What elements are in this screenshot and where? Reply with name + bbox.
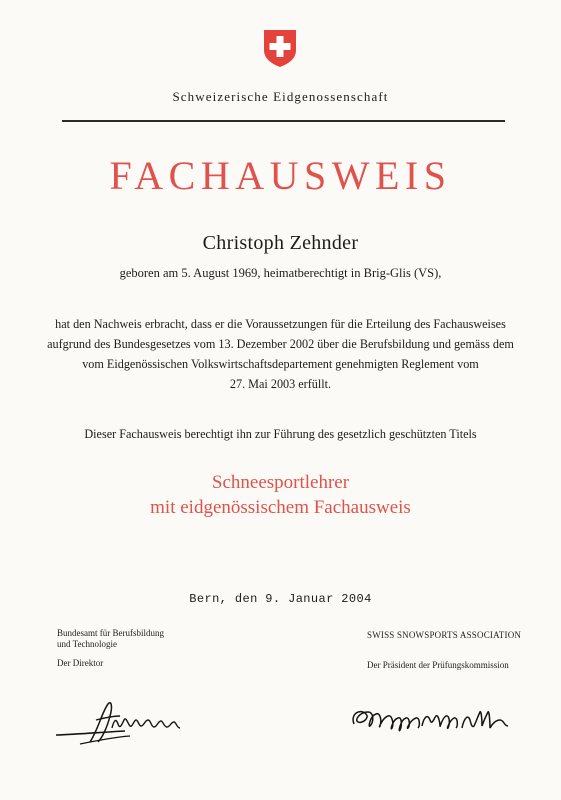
awarded-title-line: mit eidgenössischem Fachausweis	[150, 497, 411, 518]
statement-line: hat den Nachweis erbracht, dass er die Voraussetzungen für die Erteilung des Fachausweises	[55, 317, 506, 331]
statement-line: vom Eidgenössischen Volkswirtschaftsdepartement genehmigten Reglement vom	[82, 357, 479, 371]
statement-line: aufgrund des Bundesgesetzes vom 13. Dezember 2002 über die Berufsbildung und gemäss dem	[47, 337, 514, 351]
confederation-label: Schweizerische Eidgenossenschaft	[172, 89, 389, 104]
org-line: Bundesamt für Berufsbildung	[57, 628, 164, 638]
right-signatory-role: Der Präsident der Prüfungskommission	[367, 660, 509, 670]
statement-line: 27. Mai 2003 erfüllt.	[229, 377, 332, 391]
awarded-title-line: Schneesportlehrer	[211, 472, 350, 493]
left-signatory-role: Der Direktor	[57, 658, 104, 668]
swiss-cross-shield-icon	[262, 28, 298, 68]
org-line: und Technologie	[57, 639, 117, 649]
director-signature	[50, 690, 240, 750]
holder-name: Christoph Zehnder	[202, 232, 359, 254]
president-signature	[340, 690, 530, 750]
right-signatory-organization: SWISS SNOWSPORTS ASSOCIATION	[367, 630, 522, 640]
statement-paragraph	[0, 314, 561, 394]
place-date: Bern, den 9. Januar 2004	[189, 592, 372, 606]
document-title: FACHAUSWEIS	[109, 153, 452, 198]
left-signatory-organization	[57, 628, 164, 650]
awarded-title	[0, 470, 561, 520]
header-divider	[62, 120, 505, 122]
entitlement-line: Dieser Fachausweis berechtigt ihn zur Führung des gesetzlich geschützten Titels	[84, 427, 477, 441]
birth-line: geboren am 5. August 1969, heimatberechtigt in Brig-Glis (VS),	[119, 266, 442, 280]
